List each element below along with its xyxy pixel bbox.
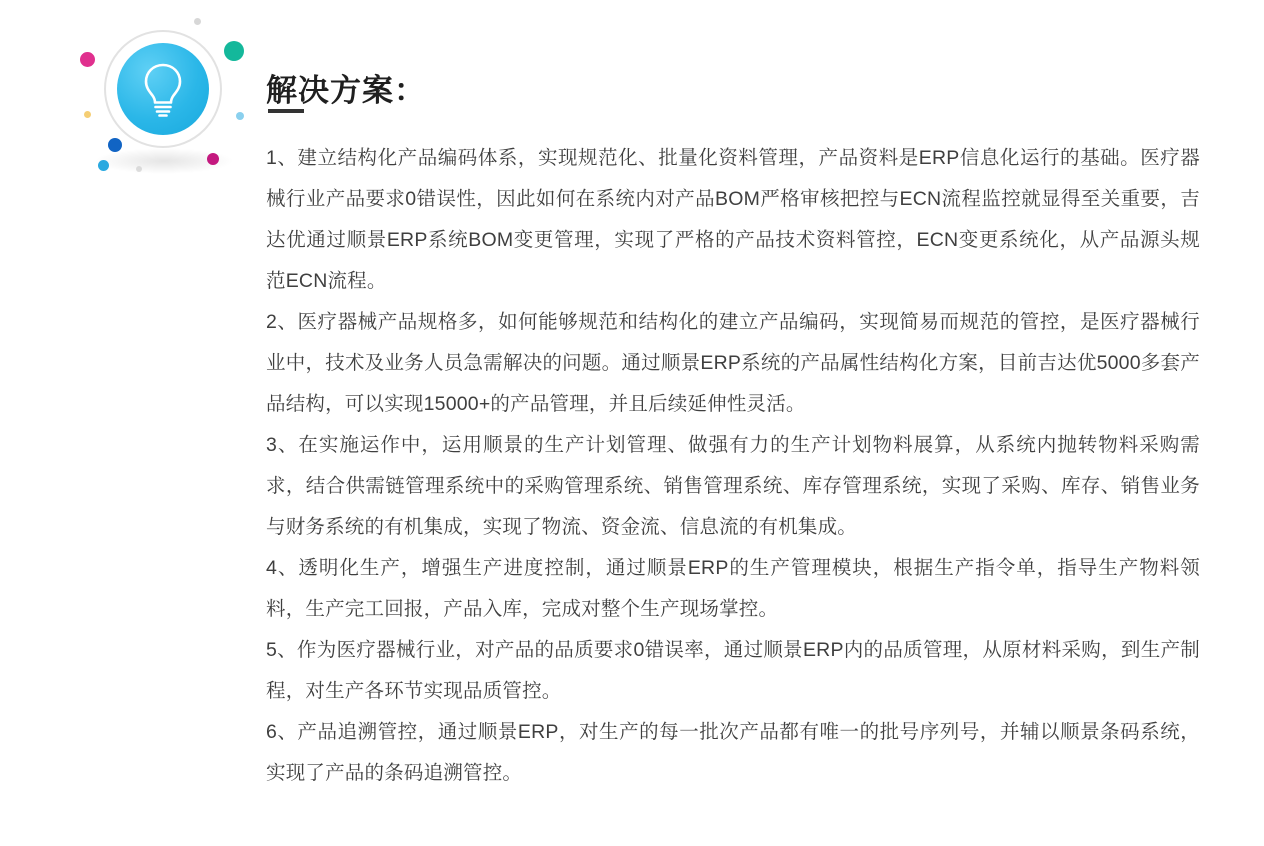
accent-dot-blue	[108, 138, 122, 152]
lightbulb-illustration	[76, 16, 256, 186]
accent-dot-cyan-small	[236, 112, 244, 120]
lightbulb-icon	[117, 43, 209, 135]
accent-dot-teal	[224, 41, 244, 61]
solution-body	[266, 138, 1200, 794]
page-title: 解决方案：	[266, 72, 426, 108]
accent-dot-magenta	[207, 153, 219, 165]
solution-paragraph: 1、建立结构化产品编码体系，实现规范化、批量化资料管理，产品资料是ERP信息化运行的基础。医疗器械行业产品要求0错误性，因此如何在系统内对产品BOM严格审核把控与ECN流程监控就显得至关重要，吉达优通过顺景ERP系统BOM变更管理，实现了严格的产品技术资料管控，ECN变更系统化，从产品源头规范ECN流程。	[266, 147, 1200, 292]
solution-paragraph: 5、作为医疗器械行业，对产品的品质要求0错误率，通过顺景ERP内的品质管理，从原材料采购，到生产制程，对生产各环节实现品质管控。	[266, 639, 1200, 702]
solution-paragraph: 6、产品追溯管控，通过顺景ERP，对生产的每一批次产品都有唯一的批号序列号，并辅以顺景条码系统，实现了产品的条码追溯管控。	[266, 721, 1200, 784]
accent-dot-yellow	[84, 111, 91, 118]
solution-paragraph: 3、在实施运作中，运用顺景的生产计划管理、做强有力的生产计划物料展算，从系统内抛转物料采购需求，结合供需链管理系统中的采购管理系统、销售管理系统、库存管理系统，实现了采购、库存、销售业务与财务系统的有机集成，实现了物流、资金流、信息流的有机集成。	[266, 434, 1200, 538]
accent-dot-gray	[194, 18, 201, 25]
title-underline-rule	[268, 109, 304, 113]
accent-dot-cyan	[98, 160, 109, 171]
solution-paragraph: 4、透明化生产，增强生产进度控制，通过顺景ERP的生产管理模块，根据生产指令单，指导生产物料领料，生产完工回报，产品入库，完成对整个生产现场掌控。	[266, 557, 1200, 620]
accent-dot-gray-small	[136, 166, 142, 172]
accent-dot-pink	[80, 52, 95, 67]
solution-paragraph: 2、医疗器械产品规格多，如何能够规范和结构化的建立产品编码，实现简易而规范的管控，是医疗器械行业中，技术及业务人员急需解决的问题。通过顺景ERP系统的产品属性结构化方案，目前吉达优5000多套产品结构，可以实现15000+的产品管理，并且后续延伸性灵活。	[266, 311, 1200, 415]
